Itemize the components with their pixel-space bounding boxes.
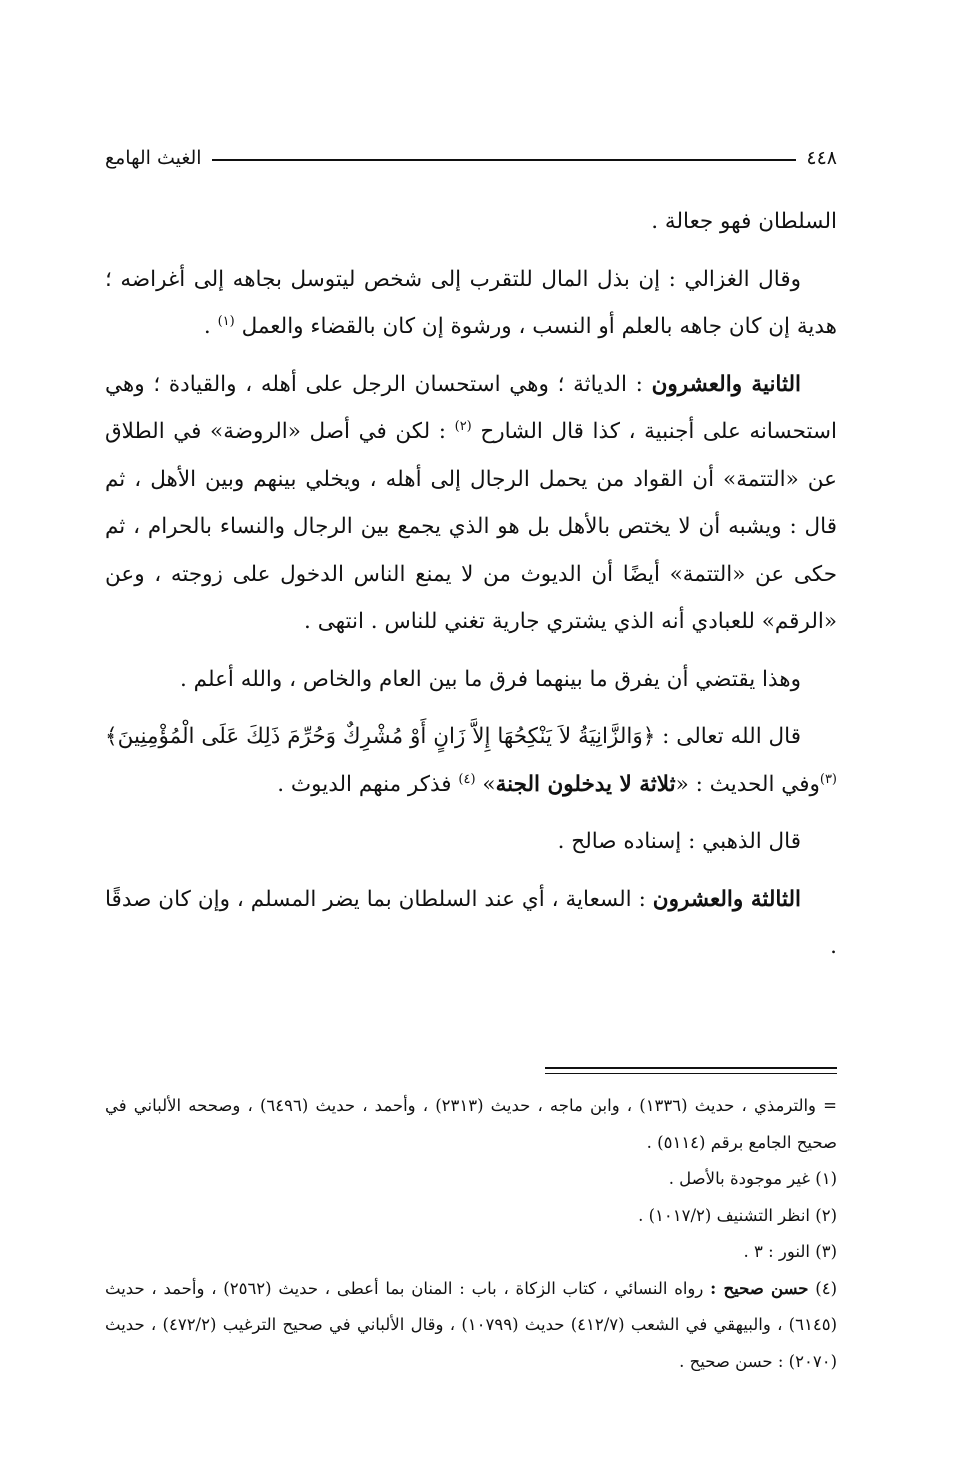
footnote-ref: (٢) <box>454 418 472 434</box>
footnote-ref: (٤) <box>458 771 476 787</box>
section-heading: الثالثة والعشرون <box>652 886 801 912</box>
paragraph-text: وقال الغزالي : إن بذل المال للتقرب إلى شخص ليتوسل بجاهه إلى أغراضه ؛ هدية إن كان جاهه بالعلم أو النسب ، ورشوة إن كان بالقضاء والعمل <box>105 266 837 339</box>
paragraph-dhahabi <box>105 818 837 866</box>
footnote-number: (٤) <box>808 1278 838 1298</box>
paragraph-text: : لكن في أصل «الروضة» في الطلاق عن «التتمة» أن القواد من يحمل الرجال إلى أهله ، ويخلي بينهم وبين الأهل ، ثم قال : ويشبه أن لا يختص بالأهل بل هو الذي يجمع بين الرجال والنساء بالحرام ، ثم حكى عن «التتمة» أيضًا أن الديوث من لا يمنع الناس الدخول على زوجته ، وعن «الرقم» للعبادي أنه الذي يشتري جارية تغني للناس . انتهى . <box>105 419 837 634</box>
paragraph-verse <box>105 713 837 808</box>
footnote-continuation: = والترمذي ، حديث (١٣٣٦) ، وابن ماجه ، حديث (٢٣١٣) ، وأحمد ، حديث (٦٤٩٦) ، وصححه الألباني في صحيح الجامع برقم (٥١١٤) . <box>105 1096 837 1152</box>
paragraph-continuation <box>105 198 837 246</box>
paragraph-twenty-second <box>105 361 837 646</box>
paragraph-text: : الدياثة ؛ وهي استحسان الرجل على أهله ، والقيادة ؛ وهي استحسانه على أجنبية ، كذا قال الشارح <box>105 371 837 444</box>
running-header <box>105 143 837 173</box>
footnote-separator <box>105 1067 837 1074</box>
paragraph-text: قال الذهبي : إسناده صالح . <box>557 829 801 854</box>
paragraph-text: وهذا يقتضي أن يفرق ما بينهما فرق ما بين العام والخاص ، والله أعلم . <box>179 666 801 692</box>
footnote-1: (١) غير موجودة بالأصل . <box>668 1169 837 1188</box>
quran-verse: قال الله تعالى : ﴿وَالزَّانِيَةُ لاَ يَنْكِحُهَا إِلاَّ زَانٍ أَوْ مُشْرِكٌ وَحُرِّمَ ذَلِكَ عَلَى الْمُؤْمِنِينَ﴾ <box>105 724 801 749</box>
paragraph-text: » <box>475 771 496 797</box>
footnote-text: رواه النسائي ، كتاب الزكاة ، باب : المنان بما أعطى ، حديث (٢٥٦٢) ، وأحمد ، حديث (٦١٤٥) ، والبيهقي في الشعب (٤١٢/٧) حديث (١٠٧٩٩) ، وقال الألباني في صحيح الترغيب (٤٧٢/٢) ، حديث (٢٠٧٠) : حسن صحيح . <box>105 1278 837 1371</box>
paragraph-ghazali <box>105 256 837 351</box>
footnote-4 <box>105 1271 837 1381</box>
hadith-grade: حسن صحيح : <box>710 1278 809 1298</box>
main-text <box>105 198 837 981</box>
footnote-2: (٢) انظر التشنيف (١٠١٧/٢) . <box>638 1205 837 1225</box>
paragraph-twenty-third <box>105 876 837 971</box>
page-number: ٤٤٨ <box>806 147 837 169</box>
footnotes <box>105 1088 837 1380</box>
footnote-3: (٣) النور : ٣ . <box>743 1242 837 1261</box>
book-title: الغيث الهامع <box>105 147 202 169</box>
section-heading: الثانية والعشرون <box>651 371 801 397</box>
paragraph-text: وفي الحديث : « <box>675 771 820 797</box>
hadith-text: ثلاثة لا يدخلون الجنة <box>495 771 676 797</box>
header-rule <box>212 159 797 161</box>
paragraph-text: . <box>203 314 218 339</box>
paragraph-text: فذكر منهم الديوث . <box>277 771 459 797</box>
footnote-ref: (١) <box>217 313 235 329</box>
footnote-ref: (٣) <box>819 771 837 787</box>
book-page <box>105 0 837 1477</box>
paragraph-conclusion <box>105 656 837 704</box>
paragraph-text: السلطان فهو جعالة . <box>651 209 837 234</box>
paragraph-text: : السعاية ، أي عند السلطان بما يضر المسلم ، وإن كان صدقًا . <box>105 886 837 959</box>
separator-rule-thin <box>545 1073 837 1074</box>
separator-rule-thick <box>545 1067 837 1069</box>
